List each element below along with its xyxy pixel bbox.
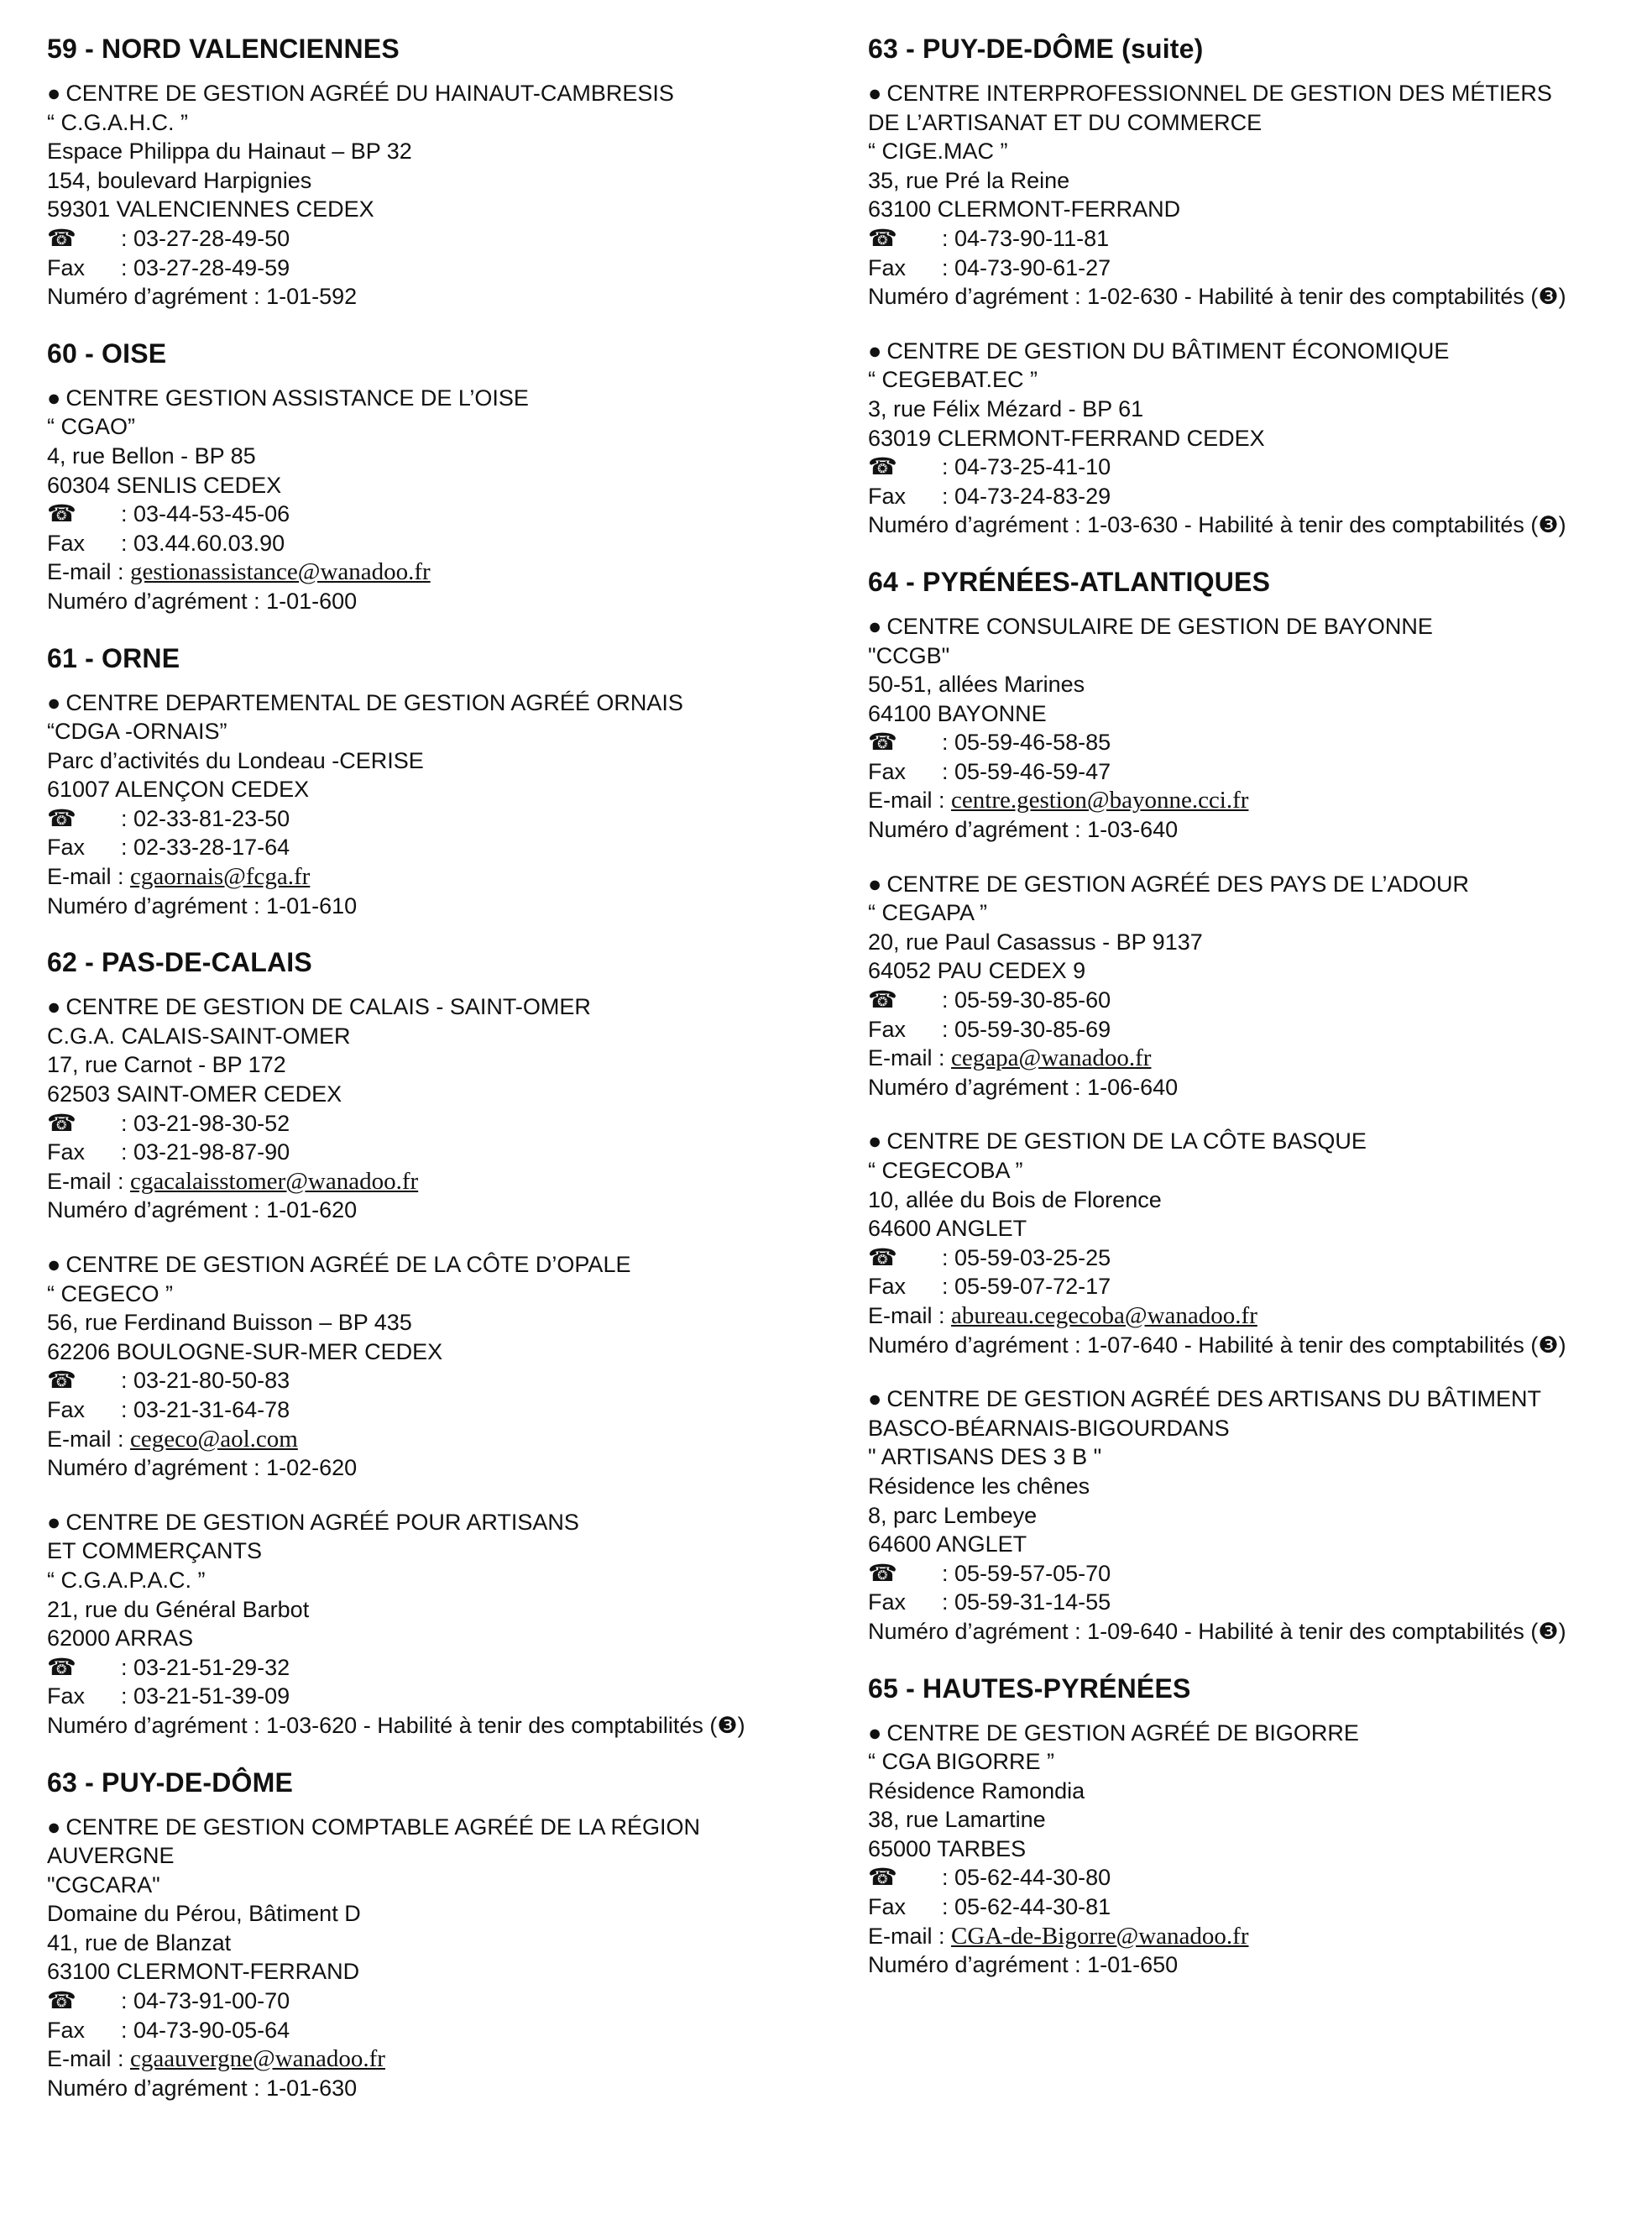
organization-acronym: “ CEGAPA ” [868, 900, 988, 926]
fax-number: : 03-21-31-64-78 [121, 1396, 290, 1422]
fax-line [47, 1138, 853, 1167]
phone-line [47, 1366, 853, 1395]
address-line: 17, rue Carnot - BP 172 [47, 1052, 286, 1078]
bullet-icon [47, 1814, 65, 1840]
organization-name-text: CENTRE DE GESTION AGRÉÉ DES PAYS DE L’ADOUR [886, 871, 1469, 897]
organization-entry [47, 79, 853, 311]
fax-number: : 05-59-30-85-69 [942, 1016, 1111, 1042]
address-line: Domaine du Pérou, Bâtiment D [47, 1901, 361, 1927]
organization-name [47, 1250, 853, 1280]
fax-label: Fax [47, 835, 86, 861]
organization-name-text: CENTRE DE GESTION COMPTABLE AGRÉÉ DE LA RÉGION [65, 1814, 700, 1840]
bullet-icon [47, 1252, 65, 1277]
section-title: 65 - HAUTES-PYRÉNÉES [868, 1672, 1191, 1704]
organization-entry [868, 612, 1640, 845]
organization-name [868, 1385, 1640, 1414]
agrement-number: Numéro d’agrément : 1-01-620 [47, 1197, 358, 1223]
fax-label: Fax [47, 1139, 86, 1165]
section [868, 32, 1640, 540]
fax-number: : 04-73-90-61-27 [942, 254, 1111, 280]
fax-label: Fax [47, 254, 86, 280]
fax-number: : 03-27-28-49-59 [121, 254, 290, 280]
fax-label: Fax [868, 483, 907, 509]
organization-name-text: ET COMMERÇANTS [47, 1538, 263, 1564]
agrement-number: Numéro d’agrément : 1-01-592 [47, 284, 358, 310]
email-line [868, 1922, 1640, 1951]
phone-line [868, 1863, 1640, 1892]
phone-line [47, 500, 853, 529]
bullet-icon [868, 1720, 886, 1746]
organization-name-text: CENTRE DE GESTION DU BÂTIMENT ÉCONOMIQUE [886, 338, 1450, 364]
organization-name [47, 1508, 853, 1537]
fax-line [47, 529, 853, 558]
address-line: 64100 BAYONNE [868, 700, 1047, 726]
email-label: E-mail : [47, 864, 131, 890]
organization-entry [868, 1127, 1640, 1359]
left-column [47, 32, 853, 2128]
address-line: 59301 VALENCIENNES CEDEX [47, 196, 374, 222]
organization-acronym: “ CEGECO ” [47, 1280, 174, 1306]
fax-number: : 03.44.60.03.90 [121, 530, 285, 556]
organization-name [47, 992, 853, 1022]
bullet-icon [868, 1386, 886, 1411]
phone-line [868, 453, 1640, 482]
bullet-icon [47, 690, 65, 715]
email-label: E-mail : [868, 788, 952, 814]
organization-entry [868, 79, 1640, 311]
address-line: 61007 ALENÇON CEDEX [47, 777, 310, 803]
address-line: 65000 TARBES [868, 1835, 1027, 1861]
email-link[interactable]: centre.gestion@bayonne.cci.fr [951, 787, 1249, 814]
email-line [47, 1167, 853, 1196]
organization-name [868, 79, 1640, 108]
organization-acronym: “CDGA -ORNAIS” [47, 719, 227, 745]
phone-number: : 02-33-81-23-50 [121, 805, 290, 831]
organization-entry [47, 1813, 853, 2103]
section [868, 1672, 1640, 1980]
address-line: Résidence les chênes [868, 1473, 1090, 1499]
fax-label: Fax [47, 1683, 86, 1709]
organization-acronym: “ C.G.A.H.C. ” [47, 109, 188, 135]
fax-number: : 05-59-31-14-55 [942, 1589, 1111, 1615]
agrement-number: Numéro d’agrément : 1-06-640 [868, 1074, 1179, 1100]
agrement-number: Numéro d’agrément : 1-01-630 [47, 2075, 358, 2101]
fax-line [868, 482, 1640, 511]
email-label: E-mail : [868, 1923, 952, 1949]
organization-name-text: CENTRE DE GESTION AGRÉÉ DES ARTISANS DU BÂTIMENT [886, 1386, 1541, 1412]
organization-name-text: BASCO-BÉARNAIS-BIGOURDANS [868, 1415, 1230, 1441]
organization-acronym: “ CGAO” [47, 414, 135, 440]
phone-number: : 05-59-03-25-25 [942, 1244, 1111, 1270]
organization-name [868, 108, 1640, 138]
agrement-number: Numéro d’agrément : 1-03-640 [868, 817, 1179, 843]
phone-line [868, 728, 1640, 757]
organization-name-text: CENTRE CONSULAIRE DE GESTION DE BAYONNE [886, 613, 1433, 639]
telephone-icon: ☎ [868, 1558, 897, 1587]
email-link[interactable]: cgaauvergne@wanadoo.fr [130, 2045, 385, 2073]
address-line: Parc d’activités du Londeau -CERISE [47, 747, 424, 773]
organization-acronym: "CCGB" [868, 642, 950, 668]
organization-entry [868, 1385, 1640, 1646]
address-line: 56, rue Ferdinand Buisson – BP 435 [47, 1310, 412, 1336]
fax-line [47, 1395, 853, 1425]
organization-name-text: CENTRE DE GESTION DE CALAIS - SAINT-OMER [65, 994, 591, 1020]
agrement-number: Numéro d’agrément : 1-02-630 - Habilité à tenir des comptabilités (❸) [868, 284, 1566, 310]
address-line: 41, rue de Blanzat [47, 1929, 232, 1955]
agrement-number: Numéro d’agrément : 1-09-640 - Habilité à tenir des comptabilités (❸) [868, 1618, 1566, 1644]
agrement-number: Numéro d’agrément : 1-02-620 [47, 1455, 358, 1481]
address-line: 8, parc Lembeye [868, 1502, 1038, 1528]
section-title: 61 - ORNE [47, 642, 180, 673]
organization-name-text: CENTRE GESTION ASSISTANCE DE L’OISE [65, 385, 529, 411]
address-line: 62503 SAINT-OMER CEDEX [47, 1081, 342, 1107]
organization-entry [47, 688, 853, 921]
email-link[interactable]: gestionassistance@wanadoo.fr [130, 558, 431, 586]
address-line: 64600 ANGLET [868, 1531, 1027, 1557]
fax-line [868, 757, 1640, 787]
organization-name-text: CENTRE DE GESTION DE LA CÔTE BASQUE [886, 1128, 1367, 1154]
organization-name-text: CENTRE DEPARTEMENTAL DE GESTION AGRÉÉ ORNAIS [65, 689, 683, 715]
fax-label: Fax [868, 1016, 907, 1042]
fax-line [868, 254, 1640, 283]
organization-entry [47, 992, 853, 1225]
address-line: 64052 PAU CEDEX 9 [868, 958, 1086, 984]
phone-line [47, 1109, 853, 1139]
telephone-icon: ☎ [47, 500, 76, 528]
fax-number: : 05-59-07-72-17 [942, 1274, 1111, 1300]
email-label: E-mail : [47, 559, 131, 585]
email-label: E-mail : [47, 1168, 131, 1194]
telephone-icon: ☎ [868, 453, 897, 481]
agrement-number: Numéro d’agrément : 1-01-600 [47, 588, 358, 614]
telephone-icon: ☎ [868, 1243, 897, 1271]
bullet-icon [47, 1510, 65, 1535]
agrement-number: Numéro d’agrément : 1-03-630 - Habilité à tenir des comptabilités (❸) [868, 512, 1566, 538]
organization-name [868, 1719, 1640, 1748]
organization-acronym: “ CIGE.MAC ” [868, 139, 1008, 165]
section [47, 337, 853, 616]
section-title: 62 - PAS-DE-CALAIS [47, 947, 312, 978]
address-line: 60304 SENLIS CEDEX [47, 472, 282, 498]
email-link[interactable]: cgaornais@fcga.fr [130, 863, 311, 891]
telephone-icon: ☎ [47, 1987, 76, 2015]
organization-name [868, 337, 1640, 366]
fax-label: Fax [868, 758, 907, 784]
phone-line [47, 1653, 853, 1683]
section [868, 565, 1640, 1646]
organization-entry [47, 1250, 853, 1483]
agrement-number: Numéro d’agrément : 1-01-650 [868, 1952, 1179, 1978]
fax-label: Fax [868, 1894, 907, 1920]
organization-name [868, 1127, 1640, 1156]
agrement-number: Numéro d’agrément : 1-01-610 [47, 893, 358, 919]
email-label: E-mail : [47, 2046, 131, 2072]
telephone-icon: ☎ [868, 986, 897, 1014]
organization-acronym: "CGCARA" [47, 1871, 160, 1898]
fax-label: Fax [47, 530, 86, 556]
organization-entry [47, 384, 853, 616]
fax-number: : 05-59-46-59-47 [942, 758, 1111, 784]
telephone-icon: ☎ [868, 223, 897, 252]
address-line: Espace Philippa du Hainaut – BP 32 [47, 139, 412, 165]
organization-acronym: “ CGA BIGORRE ” [868, 1749, 1055, 1775]
address-line: 154, boulevard Harpignies [47, 167, 312, 193]
fax-number: : 02-33-28-17-64 [121, 835, 290, 861]
fax-line [47, 254, 853, 283]
fax-line [868, 1588, 1640, 1617]
email-line [47, 1425, 853, 1454]
agrement-number: Numéro d’agrément : 1-03-620 - Habilité à tenir des comptabilités (❸) [47, 1712, 745, 1738]
fax-line [47, 2016, 853, 2045]
address-line: 4, rue Bellon - BP 85 [47, 442, 256, 469]
email-line [868, 1301, 1640, 1331]
address-line: 64600 ANGLET [868, 1216, 1027, 1242]
organization-acronym: C.G.A. CALAIS-SAINT-OMER [47, 1023, 351, 1049]
section [47, 32, 853, 311]
phone-number: : 05-62-44-30-80 [942, 1865, 1111, 1891]
section-title: 60 - OISE [47, 338, 167, 369]
email-link[interactable]: cgacalaisstomer@wanadoo.fr [130, 1167, 419, 1195]
bullet-icon [868, 872, 886, 897]
organization-name-text: CENTRE DE GESTION AGRÉÉ POUR ARTISANS [65, 1509, 579, 1535]
organization-acronym: “ CEGECOBA ” [868, 1158, 1023, 1183]
organization-name-text: CENTRE DE GESTION AGRÉÉ DE BIGORRE [886, 1720, 1359, 1746]
fax-number: : 03-21-51-39-09 [121, 1683, 290, 1709]
organization-name-text: CENTRE DE GESTION AGRÉÉ DU HAINAUT-CAMBRESIS [65, 81, 674, 106]
phone-number: : 05-59-30-85-60 [942, 987, 1111, 1013]
email-line [47, 862, 853, 892]
phone-line [47, 1987, 853, 2016]
organization-name [868, 870, 1640, 899]
section-title: 59 - NORD VALENCIENNES [47, 34, 400, 64]
address-line: 10, allée du Bois de Florence [868, 1186, 1162, 1212]
email-line [868, 786, 1640, 815]
phone-number: : 03-27-28-49-50 [121, 225, 290, 251]
organization-entry [868, 1719, 1640, 1980]
organization-name-text: AUVERGNE [47, 1843, 175, 1869]
fax-label: Fax [47, 2017, 86, 2043]
email-link[interactable]: cegeco@aol.com [130, 1425, 298, 1453]
organization-name-text: CENTRE DE GESTION AGRÉÉ DE LA CÔTE D’OPALE [65, 1252, 631, 1277]
telephone-icon: ☎ [868, 728, 897, 756]
email-line [47, 558, 853, 587]
address-line: 62206 BOULOGNE-SUR-MER CEDEX [47, 1338, 443, 1364]
phone-number: : 04-73-25-41-10 [942, 454, 1111, 480]
bullet-icon [47, 81, 65, 106]
phone-line [47, 224, 853, 254]
fax-number: : 04-73-90-05-64 [121, 2017, 290, 2043]
address-line: Résidence Ramondia [868, 1777, 1085, 1803]
phone-line [868, 1243, 1640, 1273]
bullet-icon [868, 1128, 886, 1154]
section-title: 63 - PUY-DE-DÔME (suite) [868, 34, 1204, 64]
fax-line [47, 833, 853, 862]
fax-number: : 05-62-44-30-81 [942, 1894, 1111, 1920]
phone-number: : 04-73-90-11-81 [942, 225, 1110, 251]
telephone-icon: ☎ [47, 1366, 76, 1395]
fax-line [47, 1682, 853, 1711]
fax-number: : 03-21-98-87-90 [121, 1139, 290, 1165]
telephone-icon: ☎ [868, 1863, 897, 1892]
fax-line [868, 1892, 1640, 1922]
bullet-icon [47, 994, 65, 1019]
phone-number: : 03-21-80-50-83 [121, 1368, 290, 1394]
email-link[interactable]: CGA-de-Bigorre@wanadoo.fr [951, 1922, 1249, 1950]
address-line: 62000 ARRAS [47, 1625, 194, 1652]
organization-name [868, 1414, 1640, 1443]
address-line: 50-51, allées Marines [868, 672, 1085, 698]
email-line [868, 1044, 1640, 1073]
bullet-icon [868, 614, 886, 639]
organization-name [47, 384, 853, 413]
section [47, 1766, 853, 2103]
telephone-icon: ☎ [47, 223, 76, 252]
telephone-icon: ☎ [47, 1108, 76, 1137]
fax-line [868, 1272, 1640, 1301]
email-label: E-mail : [868, 1302, 952, 1328]
phone-number: : 05-59-57-05-70 [942, 1560, 1111, 1586]
organization-name [47, 1536, 853, 1566]
phone-number: : 03-21-51-29-32 [121, 1654, 290, 1680]
email-line [47, 2044, 853, 2074]
address-line: 21, rue du Général Barbot [47, 1596, 310, 1622]
address-line: 63100 CLERMONT-FERRAND [47, 1959, 360, 1985]
fax-label: Fax [868, 254, 907, 280]
phone-number: : 04-73-91-00-70 [121, 1988, 290, 2014]
agrement-number: Numéro d’agrément : 1-07-640 - Habilité à tenir des comptabilités (❸) [868, 1332, 1566, 1358]
bullet-icon [47, 385, 65, 411]
phone-line [868, 1559, 1640, 1589]
fax-label: Fax [868, 1589, 907, 1615]
organization-name [47, 79, 853, 108]
phone-line [868, 224, 1640, 254]
organization-name [47, 1841, 853, 1871]
address-line: 63019 CLERMONT-FERRAND CEDEX [868, 425, 1265, 451]
phone-line [868, 986, 1640, 1015]
organization-entry [868, 870, 1640, 1102]
organization-acronym: “ C.G.A.P.A.C. ” [47, 1567, 206, 1593]
telephone-icon: ☎ [47, 804, 76, 832]
organization-name-text: CENTRE INTERPROFESSIONNEL DE GESTION DES MÉTIERS [886, 81, 1552, 106]
right-column [868, 32, 1640, 2005]
fax-label: Fax [868, 1274, 907, 1300]
address-line: 38, rue Lamartine [868, 1807, 1046, 1833]
organization-name-text: DE L’ARTISANAT ET DU COMMERCE [868, 109, 1263, 135]
address-line: 3, rue Félix Mézard - BP 61 [868, 395, 1144, 421]
organization-acronym: " ARTISANS DES 3 B " [868, 1444, 1102, 1470]
section-title: 64 - PYRÉNÉES-ATLANTIQUES [868, 566, 1271, 597]
fax-line [868, 1015, 1640, 1044]
section-title: 63 - PUY-DE-DÔME [47, 1767, 294, 1798]
organization-name [47, 688, 853, 718]
section [47, 945, 853, 1740]
address-line: 63100 CLERMONT-FERRAND [868, 196, 1181, 222]
phone-number: : 03-44-53-45-06 [121, 501, 290, 527]
bullet-icon [868, 81, 886, 106]
fax-label: Fax [47, 1396, 86, 1422]
email-link[interactable]: abureau.cegecoba@wanadoo.fr [951, 1301, 1257, 1329]
phone-number: : 03-21-98-30-52 [121, 1110, 290, 1136]
address-line: 20, rue Paul Casassus - BP 9137 [868, 929, 1203, 955]
organization-entry [47, 1508, 853, 1741]
organization-name [47, 1813, 853, 1842]
phone-line [47, 804, 853, 834]
section [47, 641, 853, 921]
email-label: E-mail : [868, 1045, 952, 1071]
fax-number: : 04-73-24-83-29 [942, 483, 1111, 509]
bullet-icon [868, 338, 886, 364]
email-label: E-mail : [47, 1426, 131, 1452]
phone-number: : 05-59-46-58-85 [942, 730, 1111, 756]
address-line: 35, rue Pré la Reine [868, 167, 1070, 193]
email-link[interactable]: cegapa@wanadoo.fr [951, 1044, 1152, 1072]
organization-acronym: “ CEGEBAT.EC ” [868, 367, 1038, 393]
organization-name [868, 612, 1640, 641]
organization-entry [868, 337, 1640, 540]
telephone-icon: ☎ [47, 1652, 76, 1681]
